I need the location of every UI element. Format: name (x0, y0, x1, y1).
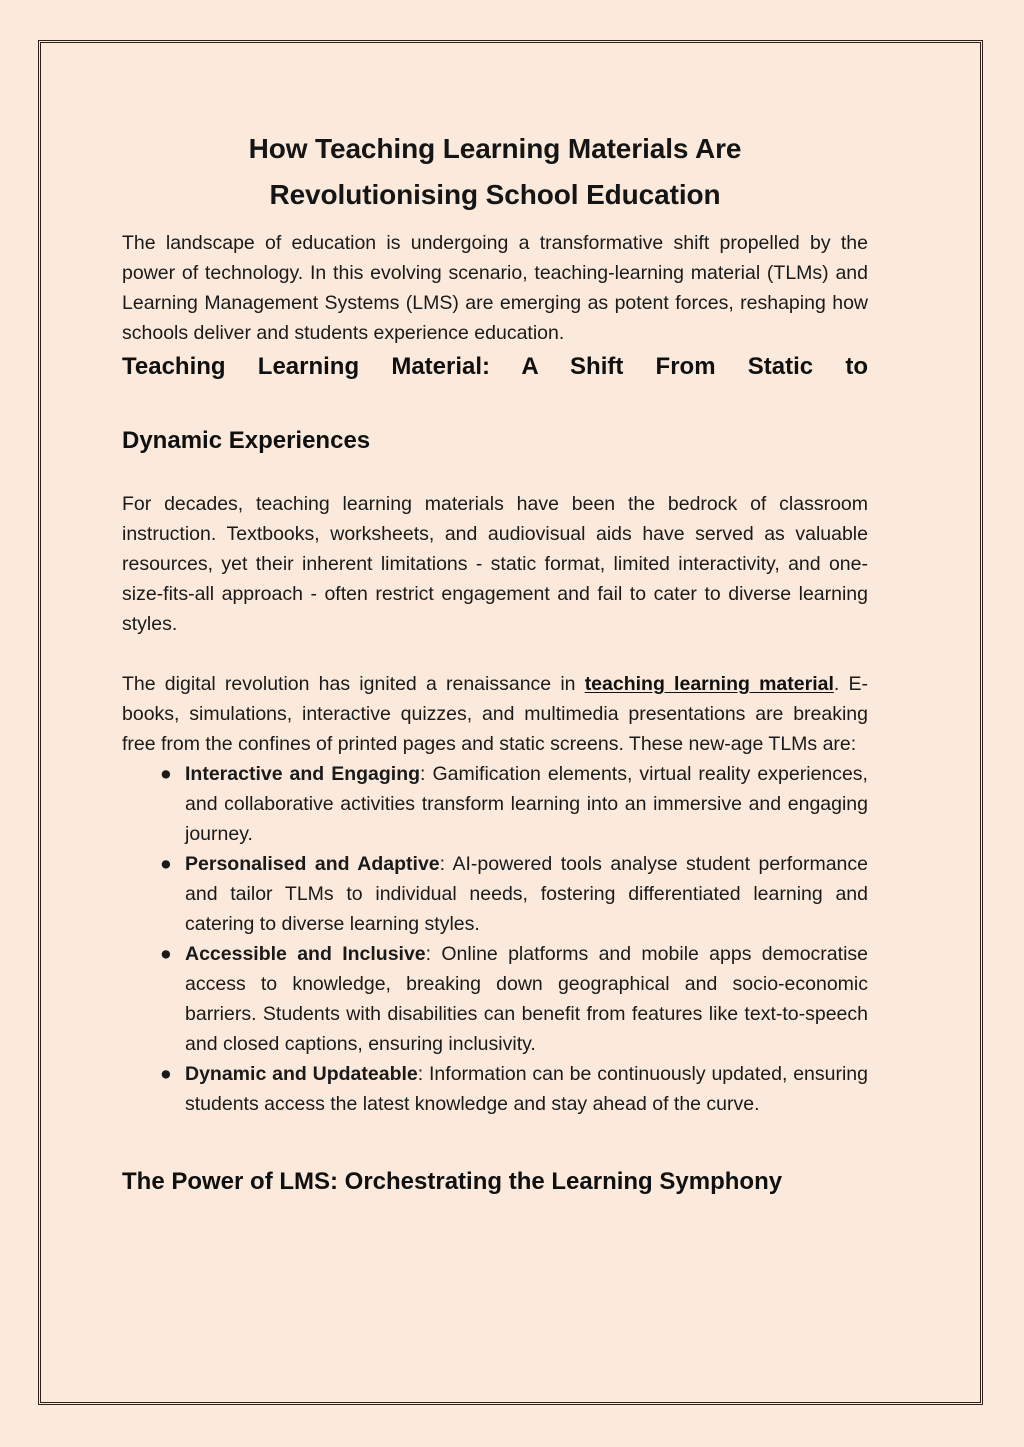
tlm-feature-list (122, 759, 868, 1119)
document-content (122, 126, 868, 1200)
intro-paragraph: The landscape of education is undergoing a transformative shift propelled by the power of technology. In this evolving scenario, teaching-learning material (TLMs) and Learning Management Systems (LMS) are emerging as potent forces, reshaping how schools deliver and students experience education. (122, 232, 868, 344)
tlm-paragraph-2-lead: The digital revolution has ignited a renaissance in (122, 673, 585, 695)
section-heading-tlm-line-2: Dynamic Experiences (122, 427, 371, 454)
list-item-term: Personalised and Adaptive (185, 853, 440, 875)
tlm-paragraph-2-tail: . E-books, simulations, interactive quizzes, and multimedia presentations are breaking free from the confines of printed pages and static screens. These new-age TLMs are: (122, 673, 868, 755)
list-item-description: Gamification elements, virtual reality experiences, and collaborative activities transform learning into an immersive and engaging journey. (185, 763, 868, 845)
list-item-description: Information can be continuously updated, ensuring students access the latest knowledge and stay ahead of the curve. (185, 1063, 868, 1115)
list-item-description: Online platforms and mobile apps democratise access to knowledge, breaking down geographical and socio-economic barriers. Students with disabilities can benefit from features like text-to-speech and closed captions, ensuring inclusivity. (185, 943, 868, 1055)
list-item-separator: : (420, 763, 433, 785)
bullet-icon: ● (160, 853, 172, 875)
tlm-paragraph-1: For decades, teaching learning materials have been the bedrock of classroom instruction. Textbooks, worksheets, and audiovisual aids have served as valuable resources, yet their inherent limitations - static format, limited interactivity, and one-size-fits-all approach - often restrict engagement and fail to cater to diverse learning styles. (122, 493, 868, 635)
list-item (122, 1059, 868, 1119)
spacer-after-tlm-heading (122, 459, 868, 489)
section-heading-lms: The Power of LMS: Orchestrating the Learning Symphony (122, 1168, 783, 1195)
list-item (122, 849, 868, 939)
list-item-term: Accessible and Inclusive (185, 943, 426, 965)
section-heading-tlm (122, 348, 868, 459)
bullet-icon: ● (160, 943, 172, 965)
tlm-paragraph-2 (122, 669, 868, 759)
list-item (122, 759, 868, 849)
spacer-between-tlm-paragraphs (122, 639, 868, 669)
teaching-learning-material-link[interactable]: teaching learning material (584, 673, 834, 695)
bullet-icon: ● (160, 1063, 172, 1085)
list-item (122, 939, 868, 1059)
list-item-separator: : (425, 943, 442, 965)
list-item-separator: : (417, 1063, 430, 1085)
page-title-line-2: Revolutionising School Education (269, 179, 721, 210)
page-title (122, 126, 868, 218)
bullet-icon: ● (160, 763, 172, 785)
list-item-separator: : (439, 853, 453, 875)
list-item-term: Interactive and Engaging (185, 763, 421, 785)
page-title-line-1: How Teaching Learning Materials Are (248, 133, 742, 164)
section-heading-tlm-line-1: Teaching Learning Material: A Shift From Static to (122, 353, 868, 380)
spacer-before-lms-heading (122, 1119, 868, 1163)
list-item-term: Dynamic and Updateable (185, 1063, 418, 1085)
list-item-description: AI-powered tools analyse student performance and tailor TLMs to individual needs, fostering differentiated learning and catering to diverse learning styles. (185, 853, 868, 935)
